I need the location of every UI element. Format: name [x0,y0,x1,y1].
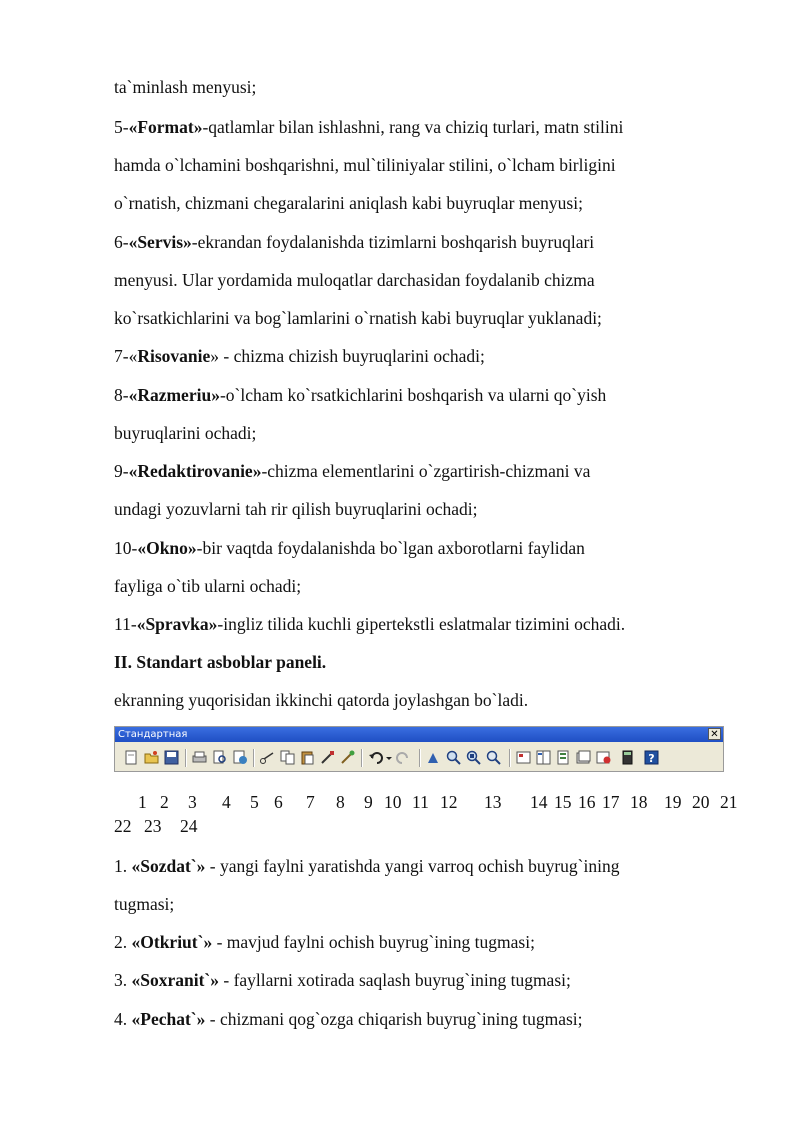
menu-okno-desc: 10-«Okno»-bir vaqtda foydalanishda bo`lgan axborotlarni faylidan [114,538,585,558]
undo-icon[interactable] [367,749,384,766]
zoom-window-icon[interactable] [465,749,482,766]
text-line: o`rnatish, chizmani chegaralarini aniqlash kabi buyruqlar menyusi; [114,193,583,213]
button-number: 21 [720,792,738,812]
button-number: 8 [336,792,345,812]
tool-palettes-icon[interactable] [555,749,572,766]
copy-icon[interactable] [279,749,296,766]
calculator-icon[interactable] [619,749,636,766]
menu-redaktirovanie-desc: 9-«Redaktirovanie»-chizma elementlarini o`zgartirish-chizmani va [114,461,591,481]
text-line: tugmasi; [114,894,175,914]
button-number: 10 [384,792,402,812]
menu-razmeriu-desc: 8-«Razmeriu»-o`lcham ko`rsatkichlarini boshqarish va ularni qo`yish [114,385,607,405]
save-icon[interactable] [163,749,180,766]
toolbar-separator [361,749,362,767]
button-number: 20 [692,792,710,812]
toolbar-separator [419,749,420,767]
print-icon[interactable] [191,749,208,766]
toolbar-title: Стандартная [115,727,723,742]
list-item: 4. «Pechat`» - chizmani qog`ozga chiqarish buyrug`ining tugmasi; [114,1009,583,1029]
section-heading: II. Standart asboblar paneli. [114,652,327,672]
print-preview-icon[interactable] [211,749,228,766]
button-number: 7 [306,792,315,812]
button-number: 23 [144,816,162,836]
new-file-icon[interactable] [123,749,140,766]
button-number: 2 [160,792,169,812]
redo-icon[interactable] [395,749,412,766]
text-line: ekranning yuqorisidan ikkinchi qatorda joylashgan bo`ladi. [114,690,529,710]
svg-text:?: ? [648,752,655,765]
button-number: 11 [412,792,429,812]
button-number: 17 [602,792,620,812]
button-number: 6 [274,792,283,812]
toolbar-separator [185,749,186,767]
button-number: 13 [484,792,502,812]
button-number: 24 [180,816,198,836]
properties-icon[interactable] [515,749,532,766]
design-center-icon[interactable] [535,749,552,766]
text-line: menyusi. Ular yordamida muloqatlar darchasidan foydalanib chizma [114,270,595,290]
toolbar-separator [253,749,254,767]
button-number: 22 [114,816,132,836]
button-number: 12 [440,792,458,812]
paste-icon[interactable] [299,749,316,766]
list-item: 2. «Otkriut`» - mavjud faylni ochish buyrug`ining tugmasi; [114,932,535,952]
text-line: ta`minlash menyusi; [114,77,257,97]
button-number: 9 [364,792,373,812]
toolbar-separator [509,749,510,767]
cut-icon[interactable] [259,749,276,766]
text-line: hamda o`lchamini boshqarishni, mul`tiliniyalar stilini, o`lcham birligini [114,155,616,175]
button-number: 16 [578,792,596,812]
menu-servis-desc: 6-«Servis»-ekrandan foydalanishda tizimlarni boshqarish buyruqlari [114,232,595,252]
button-number: 19 [664,792,682,812]
help-icon[interactable] [643,749,660,766]
toolbar-buttons [119,747,719,769]
open-file-icon[interactable] [143,749,160,766]
close-icon[interactable]: ✕ [708,728,721,740]
chevron-down-icon[interactable] [385,749,393,766]
menu-risovanie-desc: 7-«Risovanie» - chizma chizish buyruqlarini ochadi; [114,346,485,366]
menu-format-desc: 5-«Format»-qatlamlar bilan ishlashni, rang va chiziq turlari, matn stilini [114,117,624,137]
text-line: buyruqlarini ochadi; [114,423,257,443]
zoom-realtime-icon[interactable] [445,749,462,766]
button-number: 3 [188,792,197,812]
markup-icon[interactable] [595,749,612,766]
match-properties-icon[interactable] [319,749,336,766]
button-number: 5 [250,792,259,812]
button-number: 15 [554,792,572,812]
text-line: ko`rsatkichlarini va bog`lamlarini o`rnatish kabi buyruqlar yuklanadi; [114,308,602,328]
standard-toolbar [114,726,724,772]
text-line: fayliga o`tib ularni ochadi; [114,576,302,596]
zoom-previous-icon[interactable] [485,749,502,766]
list-item: 3. «Soxranit`» - fayllarni xotirada saqlash buyrug`ining tugmasi; [114,970,571,990]
sheet-set-icon[interactable] [575,749,592,766]
text-line: undagi yozuvlarni tah rir qilish buyruqlarini ochadi; [114,499,478,519]
button-number: 18 [630,792,648,812]
button-number: 1 [138,792,147,812]
list-item: 1. «Sozdat`» - yangi faylni yaratishda yangi varroq ochish buyrug`ining [114,856,620,876]
button-number: 14 [530,792,548,812]
button-number: 4 [222,792,231,812]
menu-spravka-desc: 11-«Spravka»-ingliz tilida kuchli gipertekstli eslatmalar tizimini ochadi. [114,614,626,634]
pan-icon[interactable] [425,749,442,766]
publish-icon[interactable] [231,749,248,766]
brush-icon[interactable] [339,749,356,766]
